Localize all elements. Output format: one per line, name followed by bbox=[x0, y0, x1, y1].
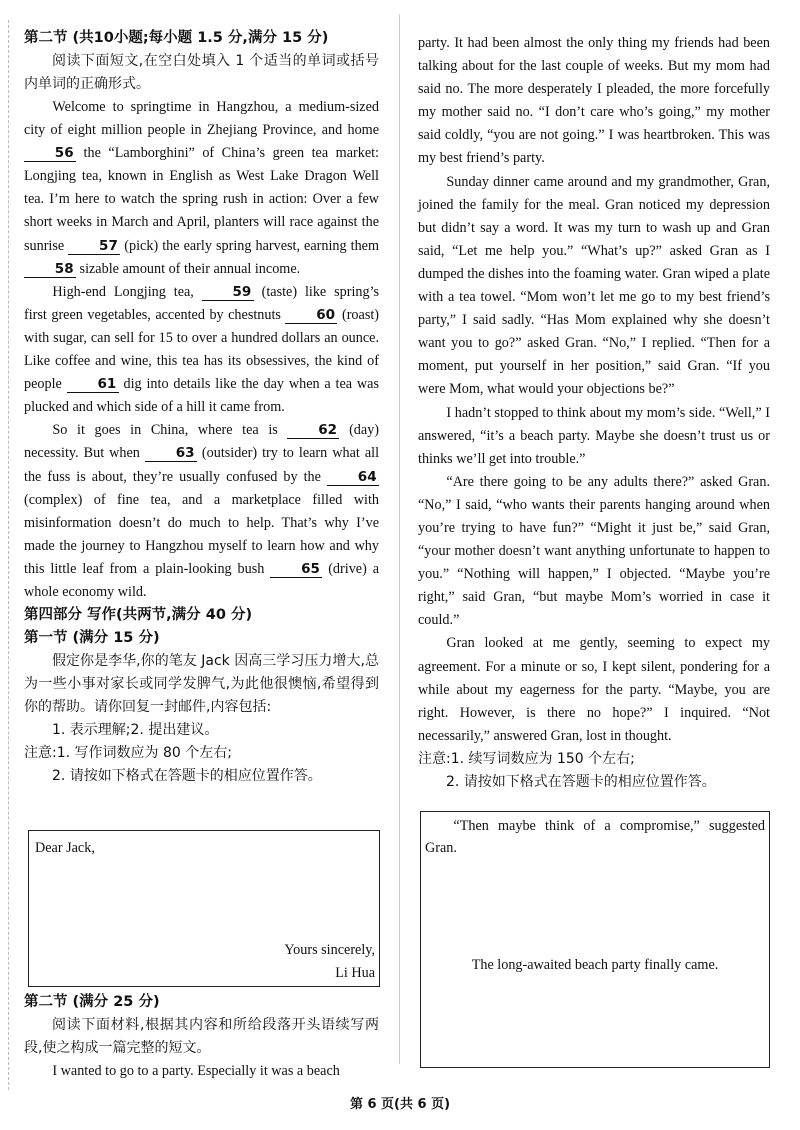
story-paragraph-5: Gran looked at me gently, seeming to expect my agreement. For a minute or so, I kept silent, pondering for a while about my eagerness for the party. “Maybe, you are right. However, is there no hope?” I inquired. “Not necessarily,” answered Gran, lost in thought. bbox=[418, 635, 770, 744]
story-paragraph-2: Sunday dinner came around and my grandmother, Gran, joined the family for the meal. Gran noticed my depression but didn’t say a word. It was my turn to wash up and Gran said, “Let me help you.” “What’s up?” asked Gran as I dumped the dishes into the foaming water. Gran wiped a plate with a tea towel. “Mom won’t let me go to my best friend’s party,” I said sadly. “Has Mom explained why she doesn’t want you to go?” asked Gran. “No,” I replied. “Then for a moment, put yourself in her position,” said Gran. “If you were Mom, what would your objections be?” bbox=[418, 173, 770, 398]
page-footer: 第 6 页(共 6 页) bbox=[349, 1097, 451, 1112]
section2-title: 第二节 (共10小题;每小题 1.5 分,满分 15 分) bbox=[24, 30, 329, 46]
continuation-opening-2: The long-awaited beach party finally came. bbox=[471, 957, 719, 973]
writing2-block bbox=[24, 991, 379, 1083]
letter-signature-name: Li Hua bbox=[335, 965, 375, 981]
writing1-title: 第一节 (满分 15 分) bbox=[24, 630, 160, 647]
part4-title: 第四部分 写作(共两节,满分 40 分) bbox=[24, 607, 253, 624]
passage-paragraph-3: So it goes in China, where tea is 62 (day) necessity. But when 63 (outsider) try to learn what all the fuss is about, they’re usually confused by the 64 (complex) of fine tea, and a marketplace filled with misinformation doesn’t do much to help. That’s why I’ve made the journey to Hangzhou myself to learn how and why this little leaf from a plain-looking bush 65 (drive) a whole economy wild. bbox=[24, 422, 380, 600]
story-paragraph-4: “Are there going to be any adults there?” asked Gran. “No,” I said, “who wants their parents hanging around when you’re trying to have fun?” “Might it just be,” said Gran, “your mother doesn’t want anything unfortunate to happen to you.” “Nothing will happen,” I objected. “Maybe you’re right,” said Gran, “but maybe Mom’s worried in case it could.” bbox=[418, 473, 770, 629]
continuation-answer-box[interactable] bbox=[420, 811, 770, 1068]
blank-61[interactable]: 61 bbox=[67, 377, 119, 393]
letter-salutation: Dear Jack, bbox=[35, 840, 95, 856]
blank-65[interactable]: 65 bbox=[270, 562, 322, 578]
writing1-points: 1. 表示理解;2. 提出建议。 bbox=[52, 722, 219, 739]
right-column bbox=[418, 0, 770, 794]
passage-paragraph-1: Welcome to springtime in Hangzhou, a medium-sized city of eight million people in Zhejiang Province, and home 56 the “Lamborghini” of China’s green tea market: Longjing tea, known in English as West Lake Dragon Well tea. I’m here to watch the spring rush in action: Over a few short weeks in March and April, planters will race against the sunrise 57 (pick) the early spring harvest, earning them 58 sizable amount of their annual income. bbox=[24, 99, 379, 277]
letter-answer-box[interactable] bbox=[28, 830, 380, 987]
writing2-note-1: 注意:1. 续写词数应为 150 个左右; bbox=[418, 750, 635, 767]
writing2-title: 第二节 (满分 25 分) bbox=[24, 994, 160, 1010]
blank-59[interactable]: 59 bbox=[202, 285, 254, 301]
writing1-note-2: 2. 请按如下格式在答题卡的相应位置作答。 bbox=[52, 768, 322, 785]
writing1-prompt: 假定你是李华,你的笔友 Jack 因高三学习压力增大,总为一些小事对家长或同学发脾气,为此他很懊恼,希望得到你的帮助。请你回复一封邮件,内容包括: bbox=[24, 653, 379, 716]
left-column bbox=[24, 0, 379, 788]
passage-paragraph-2: High-end Longjing tea, 59 (taste) like spring’s first green vegetables, accented by chestnuts 60 (roast) with sugar, can sell for 15 to over a hundred dollars an ounce. Like coffee and wine, this tea has its obsessives, the kind of people 61 dig into details like the day when a tea was plucked and which side of a hill it came from. bbox=[24, 283, 380, 416]
blank-64[interactable]: 64 bbox=[327, 470, 379, 486]
letter-closing: Yours sincerely, bbox=[284, 942, 375, 958]
story-paragraph-1: party. It had been almost the only thing my friends had been talking about for the last couple of weeks. But my mom had said no. The more desperately I pleaded, the more forcefully my mother said no. “I don’t care who’s going,” my mother said coldly, “you are not going.” I was heartbroken. This was my best friend’s party. bbox=[418, 35, 770, 167]
section2-instructions: 阅读下面短文,在空白处填入 1 个适当的单词或括号内单词的正确形式。 bbox=[24, 53, 379, 92]
binding-margin-line bbox=[8, 20, 15, 1090]
blank-56[interactable]: 56 bbox=[24, 146, 76, 162]
continuation-opening-1: “Then maybe think of a compromise,” suggested Gran. bbox=[425, 818, 765, 856]
blank-63[interactable]: 63 bbox=[145, 446, 197, 462]
story-first-line: I wanted to go to a party. Especially it was a beach bbox=[52, 1063, 340, 1079]
story-paragraph-3: I hadn’t stopped to think about my mom’s side. “Well,” I answered, “it’s a beach party. Maybe she doesn’t trust us or thinks we’ll get into trouble.” bbox=[418, 404, 770, 467]
writing2-prompt: 阅读下面材料,根据其内容和所给段落开头语续写两段,使之构成一篇完整的短文。 bbox=[24, 1017, 379, 1056]
blank-57[interactable]: 57 bbox=[68, 239, 120, 255]
blank-58[interactable]: 58 bbox=[24, 262, 76, 278]
blank-60[interactable]: 60 bbox=[285, 308, 337, 324]
writing1-note-1: 注意:1. 写作词数应为 80 个左右; bbox=[24, 745, 232, 762]
column-divider bbox=[399, 14, 400, 1064]
blank-62[interactable]: 62 bbox=[287, 423, 339, 439]
writing2-note-2: 2. 请按如下格式在答题卡的相应位置作答。 bbox=[446, 773, 716, 790]
